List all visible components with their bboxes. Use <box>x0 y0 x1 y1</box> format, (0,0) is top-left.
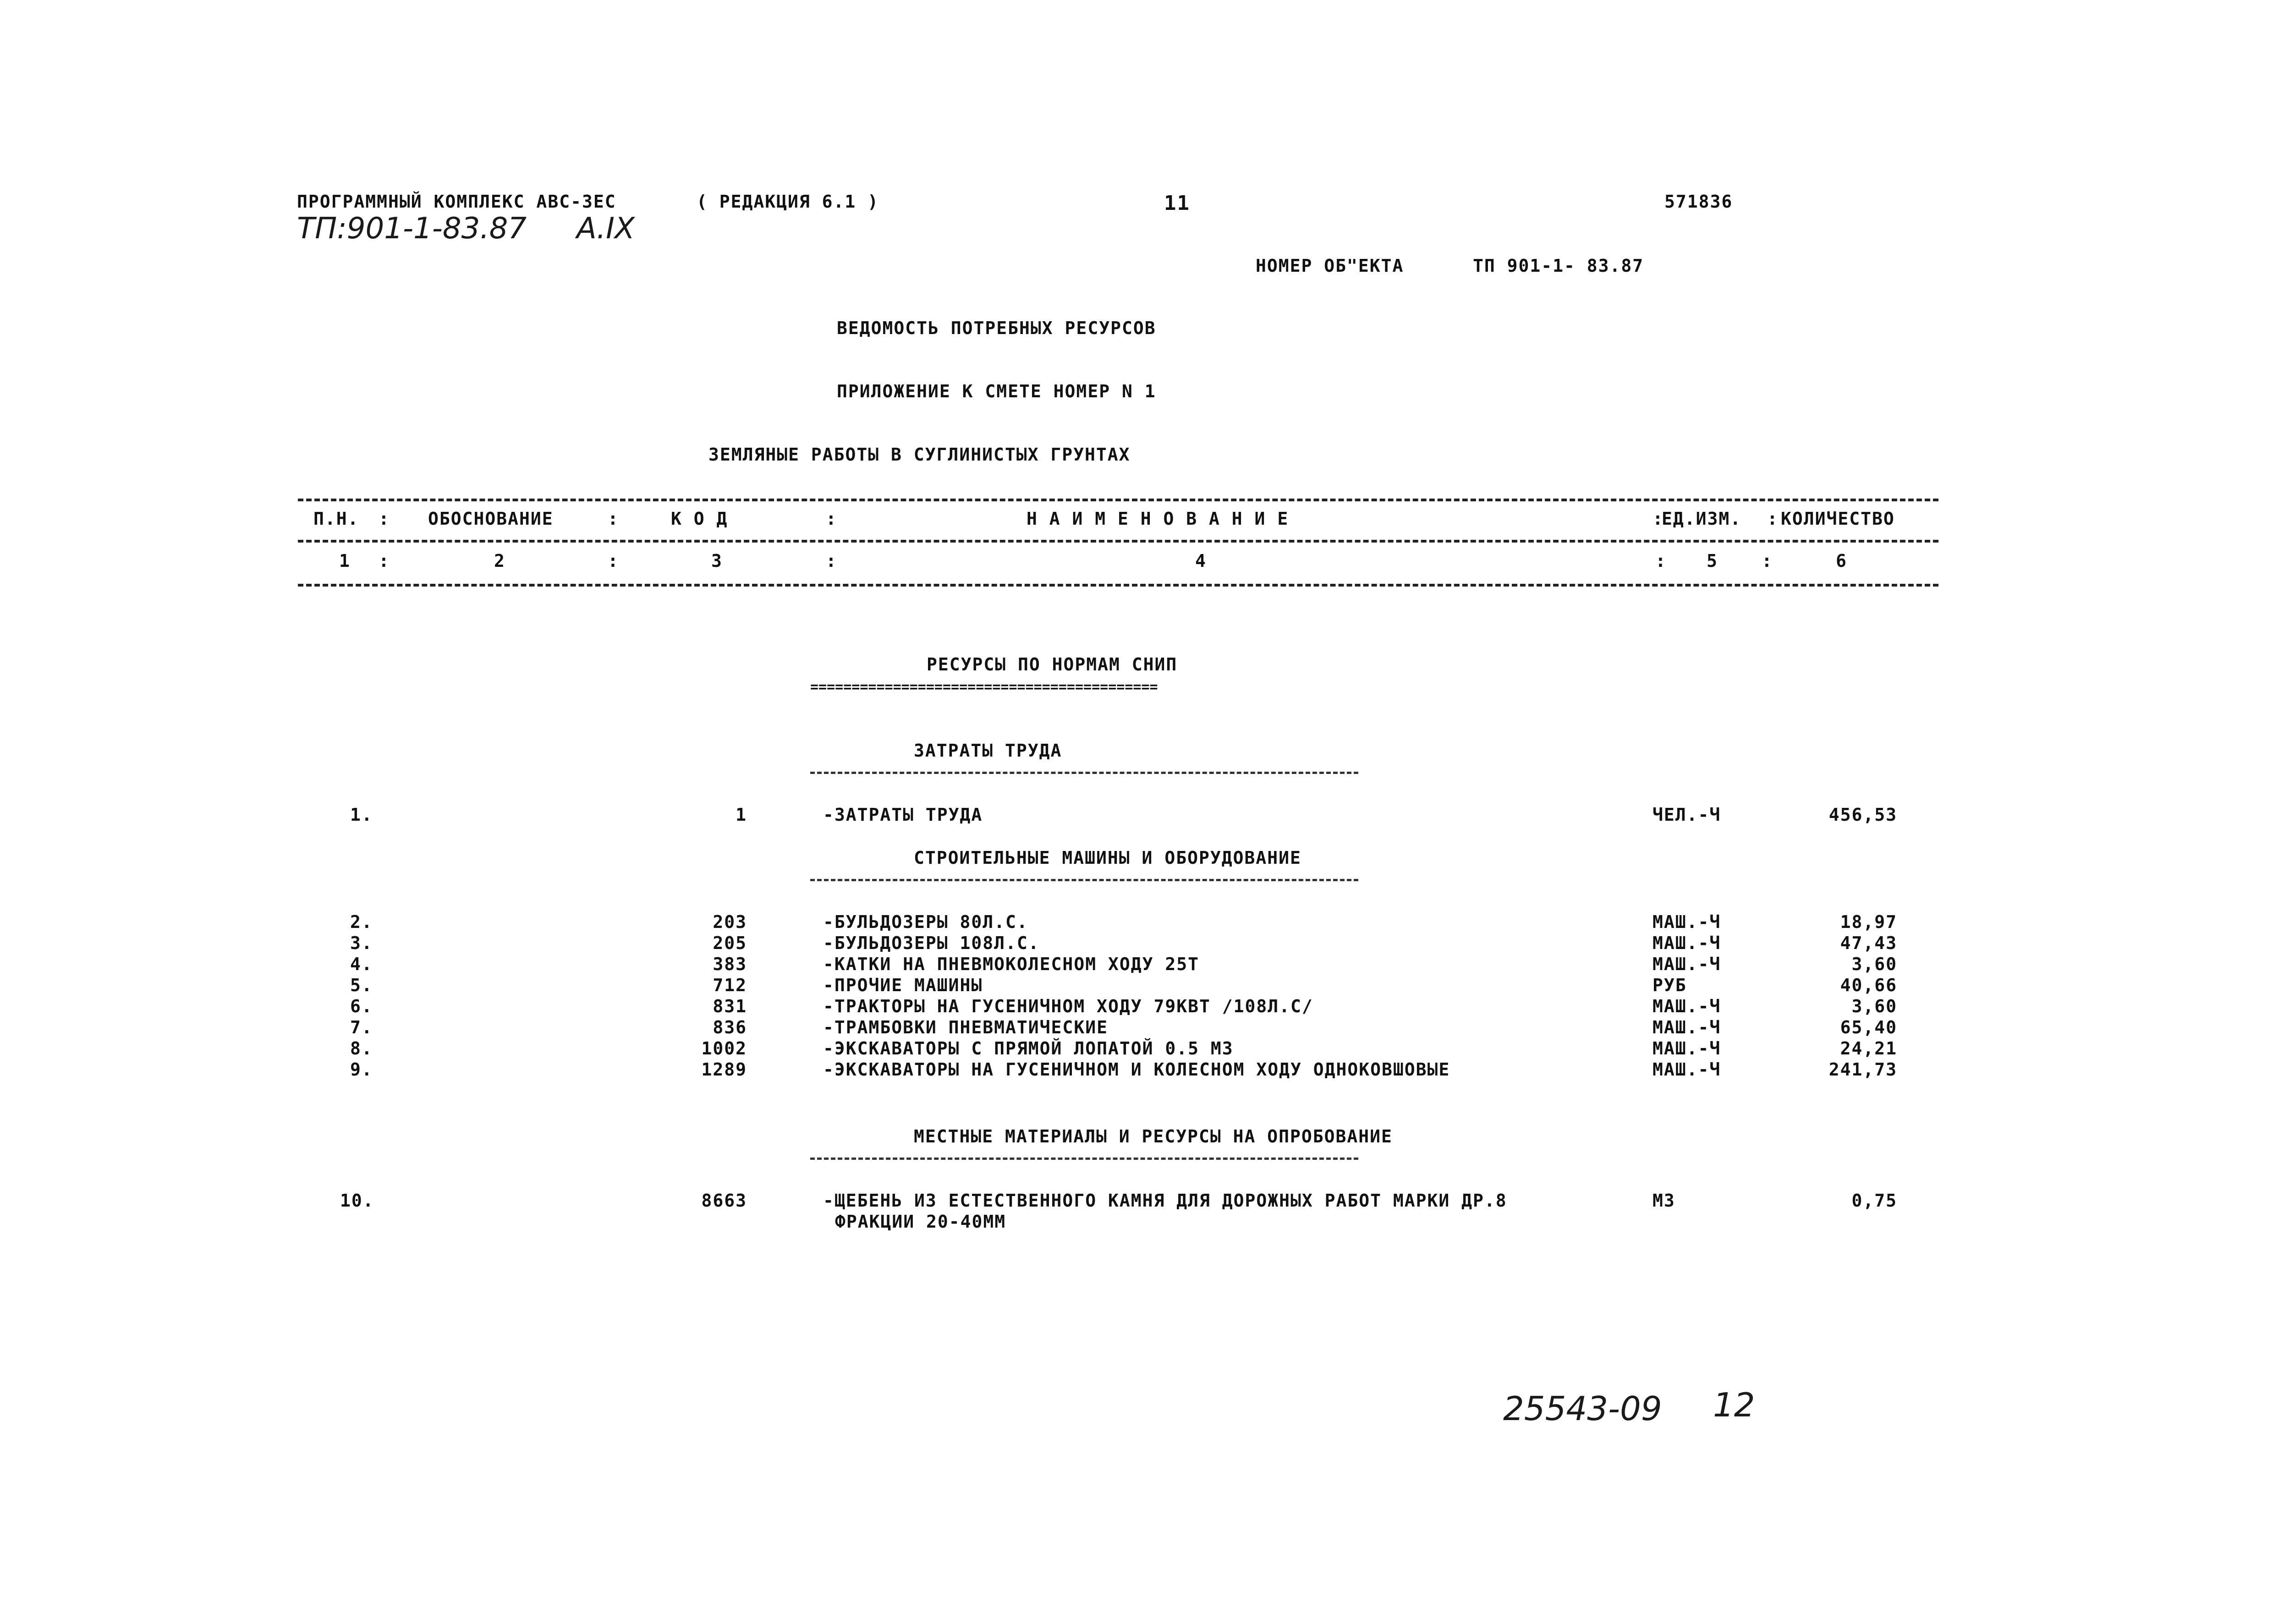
row-name: -БУЛЬДОЗЕРЫ 108Л.С. <box>823 933 1040 953</box>
row-name: -КАТКИ НА ПНЕВМОКОЛЕСНОМ ХОДУ 25Т <box>823 954 1199 974</box>
row-number: 7. <box>350 1017 373 1037</box>
col-header-quantity: КОЛИЧЕСТВО <box>1781 509 1895 529</box>
section-resources-title: РЕСУРСЫ ПО НОРМАМ СНИП <box>927 654 1178 675</box>
row-quantity: 24,21 <box>1840 1038 1897 1059</box>
section-machines-rule <box>810 879 1358 881</box>
row-unit: МАШ.-Ч <box>1653 1059 1721 1080</box>
work-title: ЗЕМЛЯНЫЕ РАБОТЫ В СУГЛИНИСТЫХ ГРУНТАХ <box>708 444 1131 465</box>
row-number: 3. <box>350 933 373 953</box>
row-name: -ЩЕБЕНЬ ИЗ ЕСТЕСТВЕННОГО КАМНЯ ДЛЯ ДОРОЖНЫХ РАБОТ МАРКИ ДР.8 <box>823 1191 1507 1211</box>
row-name: -ЗАТРАТЫ ТРУДА <box>823 805 983 825</box>
row-quantity: 47,43 <box>1840 933 1897 953</box>
section-materials-rule <box>810 1158 1358 1160</box>
col-sep-5b: : <box>1762 551 1773 571</box>
col-sep-2b: : <box>608 551 619 571</box>
header-rule-top <box>298 499 1938 501</box>
col-header-number: П.Н. <box>313 509 359 529</box>
row-code: 383 <box>713 954 747 974</box>
handwritten-page-number: 12 <box>1713 1386 1755 1424</box>
row-unit: МАШ.-Ч <box>1653 933 1721 953</box>
object-number-label: НОМЕР ОБ"ЕКТА <box>1256 256 1404 276</box>
col-header-name: Н А И М Е Н О В А Н И Е <box>1027 509 1289 529</box>
row-number: 8. <box>350 1038 373 1059</box>
program-name: ПРОГРАММНЫЙ КОМПЛЕКС АВС-3ЕС <box>297 192 616 212</box>
page-number: 11 <box>1164 192 1190 215</box>
doc-code: 571836 <box>1664 192 1733 212</box>
section-resources-rule: ========================================== <box>810 679 1158 695</box>
col-number-6: 6 <box>1836 551 1847 571</box>
section-labor-title: ЗАТРАТЫ ТРУДА <box>914 741 1062 761</box>
row-name-continuation: ФРАКЦИИ 20-40ММ <box>835 1212 1006 1232</box>
row-quantity: 40,66 <box>1840 975 1897 995</box>
row-quantity: 3,60 <box>1851 954 1897 974</box>
row-unit: МАШ.-Ч <box>1653 996 1721 1016</box>
edition: ( РЕДАКЦИЯ 6.1 ) <box>697 192 879 212</box>
header-rule-middle <box>298 540 1938 543</box>
handwritten-archive-number: 25543-09 <box>1503 1389 1662 1428</box>
row-code: 1289 <box>701 1059 747 1080</box>
row-number: 2. <box>350 912 373 932</box>
row-unit: МАШ.-Ч <box>1653 954 1721 974</box>
handwritten-album: А.IX <box>576 212 635 246</box>
col-sep-1: : <box>379 509 390 529</box>
row-code: 712 <box>713 975 747 995</box>
col-header-unit: ЕД.ИЗМ. <box>1662 509 1742 529</box>
row-unit: М3 <box>1653 1191 1675 1211</box>
section-labor-rule <box>810 772 1358 774</box>
row-quantity: 3,60 <box>1851 996 1897 1016</box>
row-name: -ТРАМБОВКИ ПНЕВМАТИЧЕСКИЕ <box>823 1017 1108 1037</box>
col-sep-3b: : <box>826 551 837 571</box>
col-sep-1b: : <box>379 551 390 571</box>
col-number-1: 1 <box>339 551 351 571</box>
col-sep-5: : <box>1767 509 1779 529</box>
handwritten-project-code: ТП:901-1-83.87 <box>297 212 527 246</box>
col-sep-4: : <box>1653 509 1664 529</box>
row-name: -ТРАКТОРЫ НА ГУСЕНИЧНОМ ХОДУ 79КВТ /108Л.С/ <box>823 996 1313 1016</box>
section-materials-title: МЕСТНЫЕ МАТЕРИАЛЫ И РЕСУРСЫ НА ОПРОБОВАНИЕ <box>914 1126 1393 1147</box>
row-quantity: 0,75 <box>1851 1191 1897 1211</box>
row-name: -БУЛЬДОЗЕРЫ 80Л.С. <box>823 912 1028 932</box>
section-machines-title: СТРОИТЕЛЬНЫЕ МАШИНЫ И ОБОРУДОВАНИЕ <box>914 848 1301 868</box>
appendix-title: ПРИЛОЖЕНИЕ К СМЕТЕ НОМЕР N 1 <box>837 381 1156 401</box>
row-name: -ЭКСКАВАТОРЫ С ПРЯМОЙ ЛОПАТОЙ 0.5 М3 <box>823 1038 1234 1059</box>
row-number: 10. <box>340 1191 374 1211</box>
col-sep-3: : <box>826 509 837 529</box>
row-quantity: 456,53 <box>1828 805 1897 825</box>
col-header-code: К О Д <box>671 509 728 529</box>
row-number: 1. <box>350 805 373 825</box>
col-sep-4b: : <box>1655 551 1667 571</box>
row-name: -ПРОЧИЕ МАШИНЫ <box>823 975 983 995</box>
row-unit: МАШ.-Ч <box>1653 1017 1721 1037</box>
document-title: ВЕДОМОСТЬ ПОТРЕБНЫХ РЕСУРСОВ <box>837 318 1156 338</box>
row-code: 831 <box>713 996 747 1016</box>
row-quantity: 241,73 <box>1828 1059 1897 1080</box>
row-number: 5. <box>350 975 373 995</box>
row-unit: ЧЕЛ.-Ч <box>1653 805 1721 825</box>
row-number: 9. <box>350 1059 373 1080</box>
row-quantity: 65,40 <box>1840 1017 1897 1037</box>
col-number-4: 4 <box>1195 551 1207 571</box>
row-code: 836 <box>713 1017 747 1037</box>
object-number-value: ТП 901-1- 83.87 <box>1473 256 1644 276</box>
row-name: -ЭКСКАВАТОРЫ НА ГУСЕНИЧНОМ И КОЛЕСНОМ ХОДУ ОДНОКОВШОВЫЕ <box>823 1059 1450 1080</box>
row-code: 1002 <box>701 1038 747 1059</box>
row-unit: МАШ.-Ч <box>1653 912 1721 932</box>
row-unit: МАШ.-Ч <box>1653 1038 1721 1059</box>
row-code: 203 <box>713 912 747 932</box>
col-number-3: 3 <box>711 551 723 571</box>
row-code: 8663 <box>701 1191 747 1211</box>
row-code: 1 <box>736 805 747 825</box>
col-header-justification: ОБОСНОВАНИЕ <box>428 509 554 529</box>
col-number-2: 2 <box>494 551 505 571</box>
row-code: 205 <box>713 933 747 953</box>
col-number-5: 5 <box>1707 551 1718 571</box>
row-quantity: 18,97 <box>1840 912 1897 932</box>
header-rule-bottom <box>298 584 1938 587</box>
row-number: 6. <box>350 996 373 1016</box>
row-unit: РУБ <box>1653 975 1687 995</box>
col-sep-2: : <box>608 509 619 529</box>
row-number: 4. <box>350 954 373 974</box>
